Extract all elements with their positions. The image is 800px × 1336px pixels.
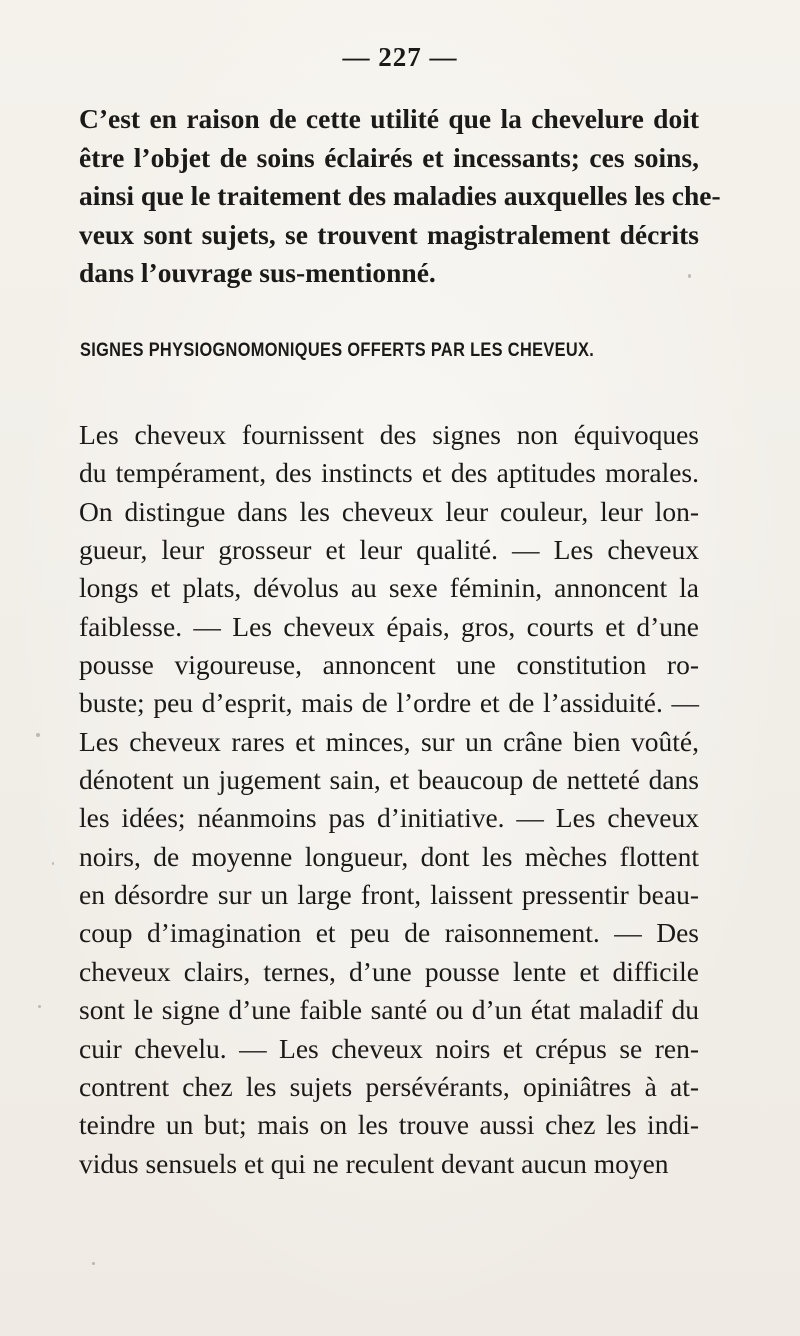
paper-speck <box>36 733 40 737</box>
page-number: — 227 — <box>342 42 458 72</box>
paragraph-intro <box>79 100 721 293</box>
section-heading: SIGNES PHYSIOGNOMONIQUES OFFERTS PAR LES CHEVEUX. <box>80 340 595 361</box>
text-line: On distingue dans les cheveux leur couleur, leur lon- <box>79 495 699 527</box>
text-line: Les cheveux fournissent des signes non équivoques <box>79 419 699 450</box>
text-line: être l’objet de soins éclairés et incessants; ces soins, <box>79 141 699 173</box>
paragraph-signs <box>79 416 699 1183</box>
text-line: gueur, leur grosseur et leur qualité. — Les cheveux <box>79 534 699 566</box>
text-line: vidus sensuels et qui ne reculent devant aucun moyen <box>79 1147 669 1179</box>
paper-speck <box>52 862 54 865</box>
text-line: veux sont sujets, se trouvent magistralement décrits <box>79 218 699 250</box>
text-line: noirs, de moyenne longueur, dont les mèches flottent <box>79 840 699 872</box>
text-line: dans l’ouvrage sus-mentionné. <box>79 257 436 289</box>
paper-speck <box>38 1005 41 1008</box>
text-line: C’est en raison de cette utilité que la chevelure doit <box>79 103 699 134</box>
text-line: teindre un but; mais on les trouve aussi chez les indi- <box>79 1109 699 1141</box>
text-line: pousse vigoureuse, annoncent une constitution ro- <box>79 649 699 681</box>
text-line: les idées; néanmoins pas d’initiative. — Les cheveux <box>79 802 699 834</box>
text-line: sont le signe d’une faible santé ou d’un état maladif du <box>79 994 699 1026</box>
paper-speck <box>92 1262 95 1265</box>
text-line: contrent chez les sujets persévérants, opiniâtres à at- <box>79 1070 699 1102</box>
paper-speck <box>688 274 691 278</box>
text-line: buste; peu d’esprit, mais de l’ordre et de l’assiduité. — <box>79 687 699 719</box>
text-line: faiblesse. — Les cheveux épais, gros, courts et d’une <box>79 610 699 642</box>
text-line: ainsi que le traitement des maladies auxquelles les che- <box>79 180 721 212</box>
text-line: en désordre sur un large front, laissent pressentir beau- <box>79 879 699 911</box>
text-line: du tempérament, des instincts et des aptitudes morales. <box>79 457 699 489</box>
text-line: cheveux clairs, ternes, d’une pousse lente et difficile <box>79 955 699 987</box>
text-line: coup d’imagination et peu de raisonnement. — Des <box>79 917 699 949</box>
text-line: cuir chevelu. — Les cheveux noirs et crépus se ren- <box>79 1032 699 1064</box>
text-line: dénotent un jugement sain, et beaucoup de netteté dans <box>79 764 699 796</box>
text-line: Les cheveux rares et minces, sur un crâne bien voûté, <box>79 725 699 757</box>
text-line: longs et plats, dévolus au sexe féminin, annoncent la <box>79 572 699 604</box>
